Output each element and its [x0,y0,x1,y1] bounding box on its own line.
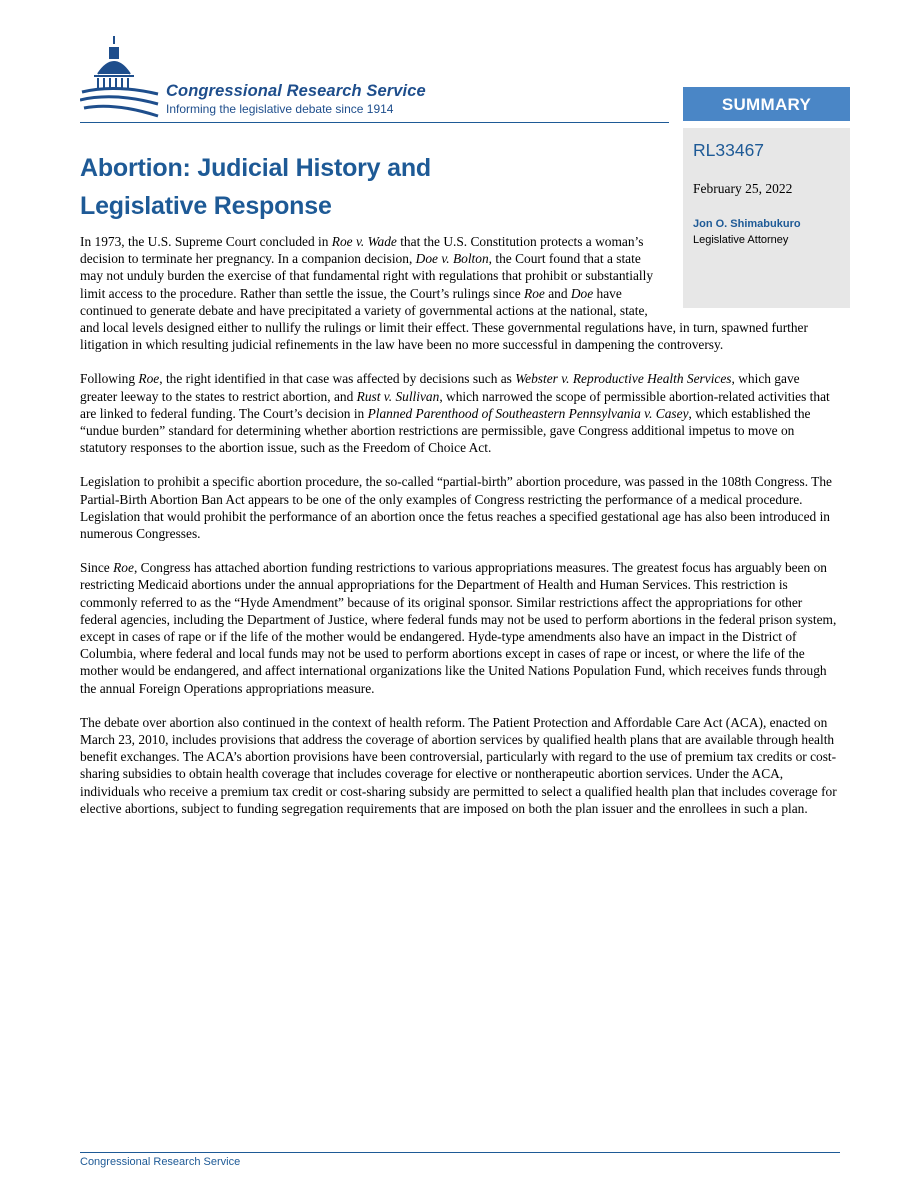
summary-label: SUMMARY [683,87,850,121]
paragraph-text: , which established the “undue burden” standard for determining whether abortion restrictions are permissible, gave Congress additional impetus to move on statutory responses to the abortion issue, such as the Freedom of Choice Act. [80,405,811,456]
body-paragraph [80,370,840,456]
report-id: RL33467 [693,140,765,160]
paragraph-text: , the right identified in that case was affected by decisions such as [159,371,516,387]
case-name: Doe v. Bolton [415,251,489,267]
case-name: Planned Parenthood of Southeastern Pennsylvania v. Casey [367,405,689,421]
paragraph-text: Since [80,560,114,576]
paragraph-text: that the U.S. Constitution protects a woman’s decision to terminate her pregnancy. In a companion decision, [80,234,644,267]
paragraph-text: The debate over abortion also continued in the context of health reform. The Patient Protection and Affordable Care Act (ACA), enacted on March 23, 2010, includes provisions that address the coverage of abortion services by qualified health plans that are available through health benefit exchanges. The ACA’s abortion provisions have been controversial, particularly with regard to the use of premium tax credits or cost-sharing subsidies to obtain health coverage that includes coverage for elective or nontherapeutic abortion services. Under the ACA, individuals who receive a premium tax credit or cost-sharing subsidy are permitted to select a qualified health plan that includes coverage for elective abortions, subject to funding segregation requirements that are imposed on both the plan issuer and the enrollees in such a plan. [80,714,837,816]
header-divider [80,122,669,123]
case-name: Roe [113,560,134,576]
paragraph-text: have continued to generate debate and have precipitated a variety of governmental actions at the national, state, and local levels designed either to nullify the rulings or limit their effect. These governmental regulations have, in turn, spawned further litigation in which resulting judicial refinements in the law have been no more successful in dampening the controversy. [80,285,808,353]
case-name: Roe [524,285,545,301]
case-name: Doe [570,285,594,301]
capitol-dome-icon [80,34,170,124]
summary-body [80,233,840,834]
paragraph-text: Following [80,371,139,387]
org-name: Congressional Research Service [166,82,426,100]
panel-clearance [655,233,840,319]
author-title: Legislative Attorney [693,234,789,246]
paragraph-text: and [544,285,571,301]
page-title: Abortion: Judicial History and Legislative Response [80,154,431,220]
author-name: Jon O. Shimabukuro [693,218,801,230]
case-name: Roe v. Wade [331,234,397,249]
case-name: Webster v. Reproductive Health Services [515,371,732,387]
paragraph-text: Legislation to prohibit a specific abortion procedure, the so-called “partial-birth” abortion procedure, was passed in the 108th Congress. The Partial-Birth Abortion Ban Act appears to be one of the only examples of Congress restricting the performance of a medical procedure. Legislation that would prohibit the performance of an abortion once the fetus reaches a specified gestational age has also been introduced in numerous Congresses. [80,474,833,542]
case-name: Rust v. Sullivan [356,388,440,404]
paragraph-text: , Congress has attached abortion funding restrictions to various appropriations measures. The greatest focus has arguably been on restricting Medicaid abortions under the annual appropriations for the Department of Health and Human Services. This restriction is commonly referred to as the “Hyde Amendment” because of its original sponsor. Similar restrictions affect the appropriations for other federal agencies, including the Department of Justice, where federal funds may not be used to perform abortions in the federal prison system, except in cases of rape or if the life of the mother would be endangered. Hyde-type amendments also have an impact in the District of Columbia, where federal and local funds may not be used to perform abortions except in cases of rape or incest, or where the life of the mother would be endangered, and affect international organizations like the United Nations Population Fund, which receives funds through the annual Foreign Operations appropriations measure. [80,560,837,696]
body-paragraph [80,714,840,817]
crs-logo [80,34,480,124]
report-date: February 25, 2022 [693,181,793,196]
paragraph-text: , which narrowed the scope of permissible abortion-related activities that are linked to federal funding. The Court’s decision in [80,388,830,421]
footer-divider [80,1152,840,1153]
paragraph-text: In 1973, the U.S. Supreme Court concluded in [80,234,332,249]
case-name: Roe [138,371,160,387]
body-paragraph [80,559,840,697]
body-paragraph [80,473,840,542]
paragraph-text: , the Court found that a state may not unduly burden the exercise of that fundamental right with regulations that prohibit or substantially limit access to the procedure. Rather than settle the issue, the Court’s rulings since [80,251,654,301]
paragraph-text: , which gave greater leeway to the states to restrict abortion, and [80,371,800,404]
footer-org-name: Congressional Research Service [80,1156,241,1168]
org-tagline: Informing the legislative debate since 1914 [166,102,394,116]
